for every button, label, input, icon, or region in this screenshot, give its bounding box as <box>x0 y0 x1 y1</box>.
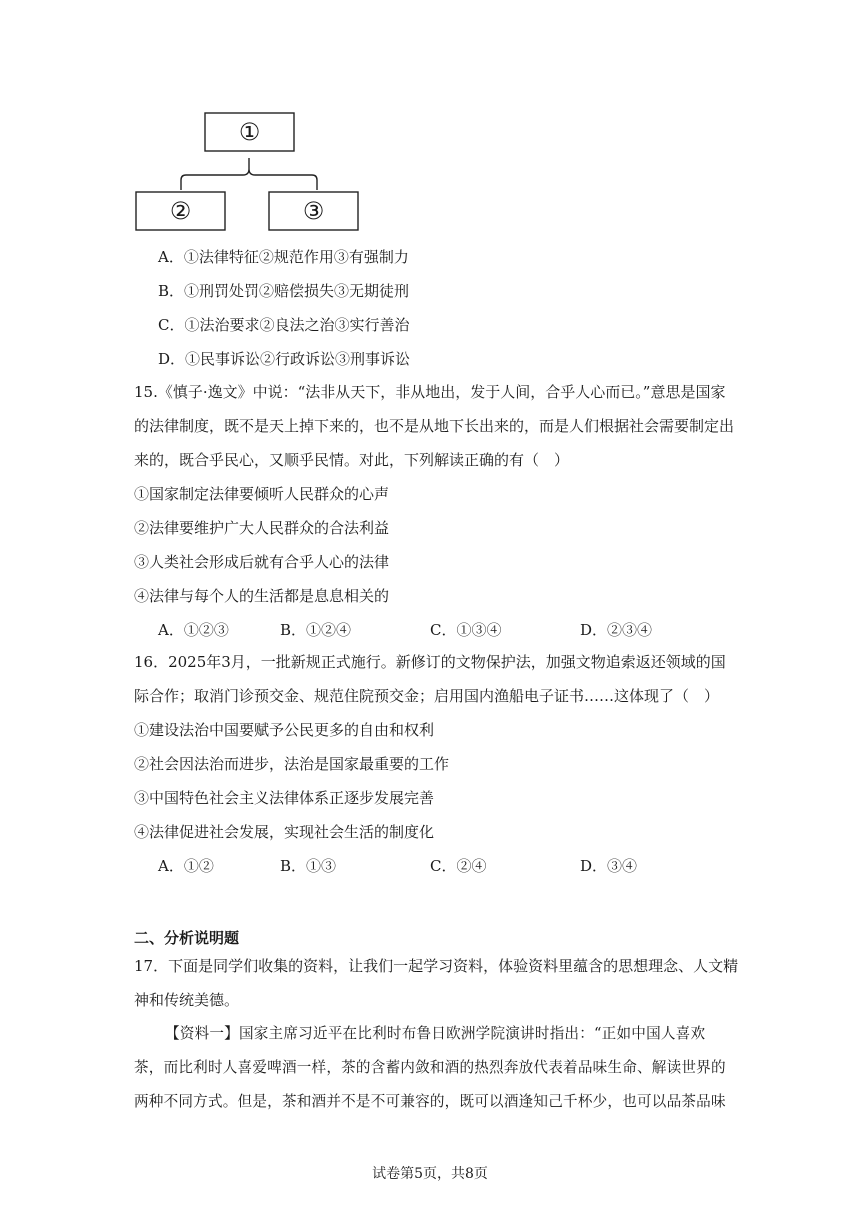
page-footer: 试卷第5页，共8页 <box>372 1166 488 1182</box>
q15-item-3: ③人类社会形成后就有合乎人心的法律 <box>134 553 390 571</box>
diagram-right-label: ③ <box>302 197 325 225</box>
q16-item-1: ①建设法治中国要赋予公民更多的自由和权利 <box>134 721 435 739</box>
q15-stem-line-2: 的法律制度，既不是天上掉下来的，也不是从地下长出来的，而是人们根据社会需要制定出 <box>134 417 735 435</box>
q15-choice-d: D．②③④ <box>580 621 653 639</box>
diagram-left-label: ② <box>169 197 192 225</box>
q15-choice-c: C．①③④ <box>430 621 502 639</box>
q15-choice-b: B．①②④ <box>280 621 352 639</box>
q16-choice-a: A．①② <box>158 857 214 875</box>
q16-choice-b: B．①③ <box>280 857 337 875</box>
q16-choice-d: D．③④ <box>580 857 638 875</box>
q15-stem-line-1: 15.《慎子·逸文》中说：“法非从天下，非从地出，发于人间，合乎人心而已。”意思是国家 <box>134 383 726 401</box>
q15-stem-line-3: 来的，既合乎民心，又顺乎民情。对此，下列解读正确的有（ ） <box>134 451 570 469</box>
q16-item-4: ④法律促进社会发展，实现社会生活的制度化 <box>134 823 435 841</box>
q16-item-3: ③中国特色社会主义法律体系正逐步发展完善 <box>134 789 435 807</box>
diagram-lines <box>0 0 860 240</box>
q15-item-4: ④法律与每个人的生活都是息息相关的 <box>134 587 390 605</box>
q17-stem-line-2: 神和传统美德。 <box>134 991 240 1009</box>
diagram-brace <box>181 158 317 190</box>
q15-item-2: ②法律要维护广大人民群众的合法利益 <box>134 519 390 537</box>
q17-material-line-2: 茶，而比利时人喜爱啤酒一样，茶的含蓄内敛和酒的热烈奔放代表着品味生命、解读世界的 <box>134 1059 726 1076</box>
q17-stem-line-1: 17．下面是同学们收集的资料，让我们一起学习资料，体验资料里蕴含的思想理念、人文精 <box>134 957 739 975</box>
q17-material-line-3: 两种不同方式。但是，茶和酒并不是不可兼容的，既可以酒逢知己千杯少，也可以品茶品味 <box>134 1093 726 1110</box>
q16-choice-c: C．②④ <box>430 857 487 875</box>
q15-item-1: ①国家制定法律要倾听人民群众的心声 <box>134 485 390 503</box>
q14-option-c: C．①法治要求②良法之治③实行善治 <box>158 316 410 334</box>
q16-stem-line-2: 际合作；取消门诊预交金、规范住院预交金；启用国内渔船电子证书……这体现了（ ） <box>134 687 720 705</box>
q16-stem-line-1: 16．2025年3月，一批新规正式施行。新修订的文物保护法，加强文物追索返还领域的国 <box>134 653 726 671</box>
q16-item-2: ②社会因法治而进步，法治是国家最重要的工作 <box>134 755 450 773</box>
q14-option-d: D．①民事诉讼②行政诉讼③刑事诉讼 <box>158 350 411 368</box>
diagram-top-label: ① <box>238 118 261 146</box>
q17-material-line-1: 【资料一】国家主席习近平在比利时布鲁日欧洲学院演讲时指出：“正如中国人喜欢 <box>165 1025 706 1042</box>
q15-choice-a: A．①②③ <box>158 621 229 639</box>
section-heading: 二、分析说明题 <box>134 929 240 947</box>
q14-option-b: B．①刑罚处罚②赔偿损失③无期徒刑 <box>158 282 410 300</box>
q14-option-a: A．①法律特征②规范作用③有强制力 <box>158 248 409 266</box>
structure-diagram <box>0 0 860 240</box>
